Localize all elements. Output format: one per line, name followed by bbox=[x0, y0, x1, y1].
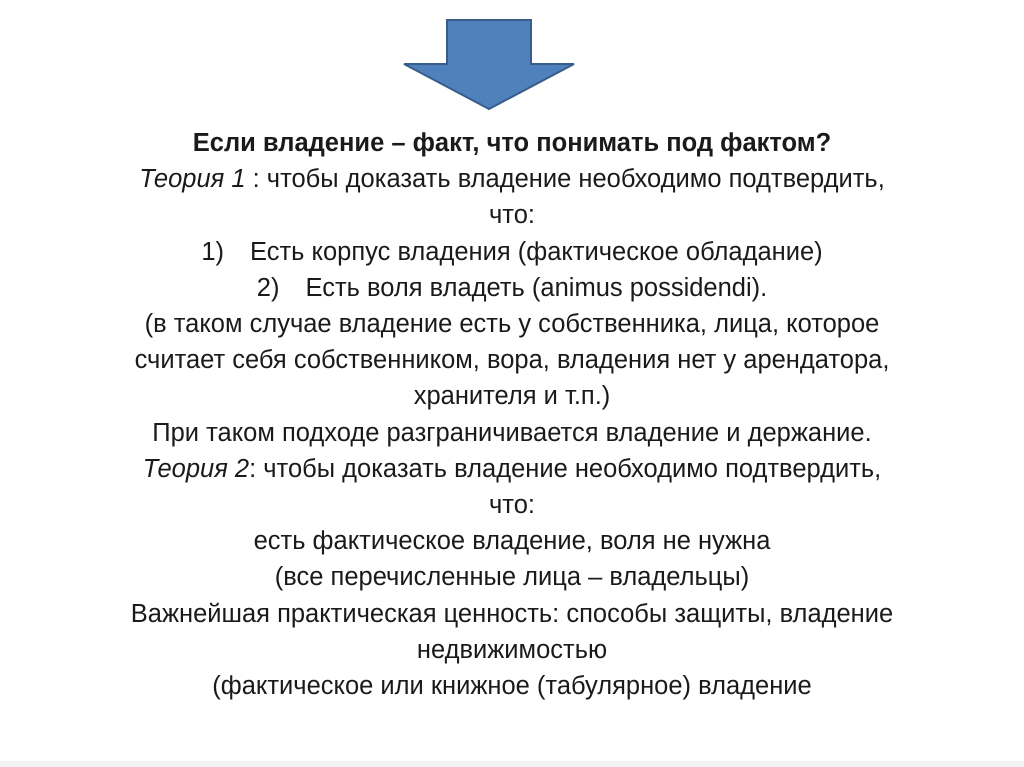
list-item-text: Есть корпус владения (фактическое обладание) bbox=[250, 237, 823, 266]
theory-1-text: : чтобы доказать владение необходимо подтвердить, bbox=[245, 165, 885, 194]
down-arrow-icon bbox=[400, 19, 578, 111]
theory-2-detail: (все перечисленные лица – владельцы) bbox=[274, 563, 750, 592]
theory-2-continuation: что: bbox=[489, 491, 535, 520]
practical-line: недвижимостью bbox=[416, 635, 608, 664]
practical-line: (фактическое или книжное (табулярное) владение bbox=[212, 672, 812, 701]
list-item-number: 1) bbox=[201, 237, 225, 266]
theory-2-text: : чтобы доказать владение необходимо подтвердить, bbox=[249, 454, 882, 483]
theory-2-line bbox=[20, 451, 1004, 487]
heading: Если владение – факт, что понимать под фактом? bbox=[192, 129, 832, 157]
theory-1-line bbox=[20, 161, 1004, 197]
note-line: считает себя собственником, вора, владения нет у арендатора, bbox=[134, 346, 890, 375]
theory-1-label: Теория 1 bbox=[139, 165, 246, 194]
note-line: (в таком случае владение есть у собственника, лица, которое bbox=[144, 310, 880, 339]
theory-2-label: Теория 2 bbox=[142, 454, 250, 483]
theory-1-continuation: что: bbox=[489, 201, 535, 230]
list-item bbox=[20, 234, 1004, 270]
distinction-line: При таком подходе разграничивается владение и держание. bbox=[152, 418, 872, 447]
list-item-text: Есть воля владеть (animus possidendi). bbox=[305, 273, 768, 302]
theory-2-detail: есть фактическое владение, воля не нужна bbox=[253, 527, 771, 556]
slide-text bbox=[20, 125, 1004, 704]
list-item-number: 2) bbox=[256, 273, 280, 302]
list-item bbox=[20, 270, 1004, 306]
practical-line: Важнейшая практическая ценность: способы защиты, владение bbox=[130, 599, 894, 628]
note-line: хранителя и т.п.) bbox=[413, 382, 611, 411]
